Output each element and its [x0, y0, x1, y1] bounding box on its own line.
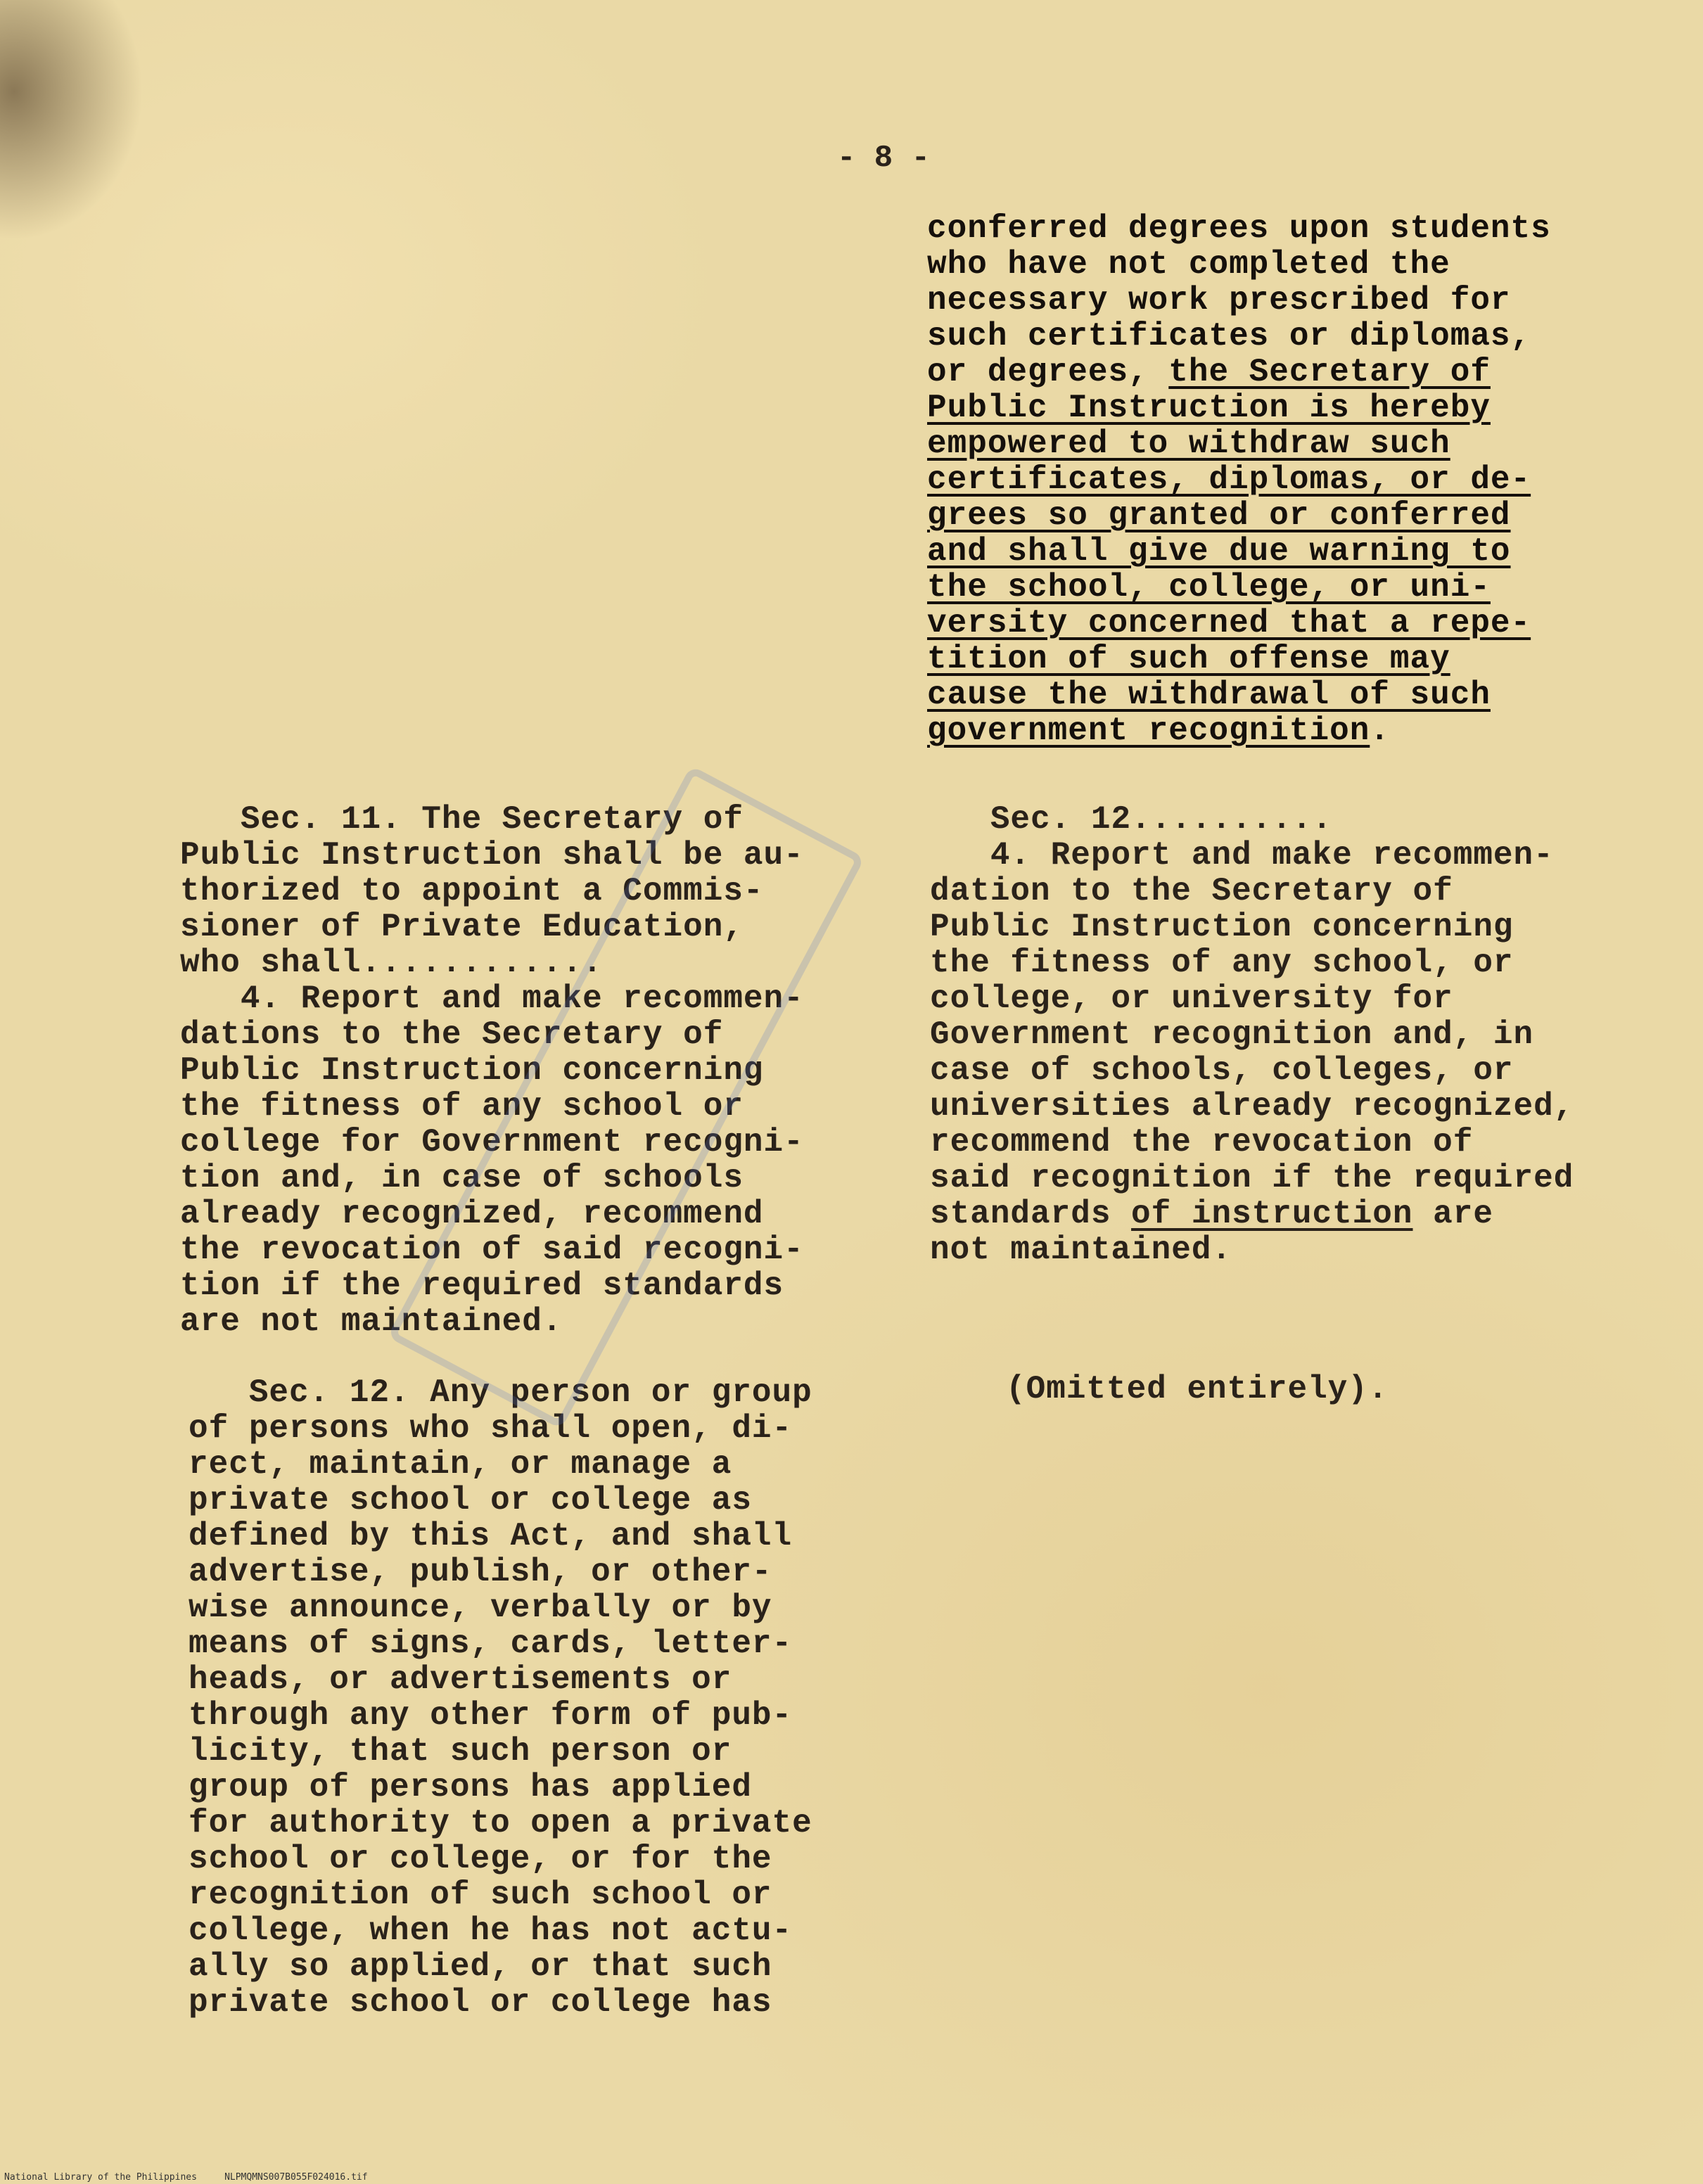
text-line — [189, 1483, 812, 1519]
underlined-text: Public Instruction is hereby — [927, 390, 1491, 426]
text-line — [927, 247, 1551, 283]
text-segment: case of schools, colleges, or — [930, 1052, 1514, 1089]
text-segment: such certificates or diplomas, — [927, 318, 1531, 355]
text-line — [930, 802, 1574, 838]
text-segment: rect, maintain, or manage a — [189, 1446, 732, 1483]
text-segment: private school or college has — [189, 1984, 772, 2021]
underlined-text: tition of such offense may — [927, 641, 1450, 677]
text-line — [927, 426, 1551, 462]
text-segment: college for Government recogni- — [180, 1124, 804, 1161]
right-column-top — [927, 211, 1551, 749]
text-line — [927, 713, 1551, 749]
text-line — [189, 1626, 812, 1662]
text-line — [189, 1662, 812, 1698]
text-line — [189, 1698, 812, 1734]
text-segment: school or college, or for the — [189, 1841, 772, 1877]
text-line — [189, 1519, 812, 1554]
underlined-text: certificates, diplomas, or de- — [927, 461, 1531, 498]
text-segment: who shall............ — [180, 945, 603, 981]
text-segment: are not maintained. — [180, 1303, 563, 1340]
text-line — [189, 1949, 812, 1985]
footer-caption: National Library of the Philippines NLPMQMNS007B055F024016.tif — [4, 2172, 368, 2183]
text-line — [930, 874, 1574, 909]
text-segment: Public Instruction shall be au- — [180, 837, 804, 874]
text-segment: private school or college as — [189, 1482, 752, 1519]
text-segment: . — [1370, 713, 1390, 749]
underlined-text: government recognition — [927, 713, 1370, 749]
text-line — [189, 1554, 812, 1590]
text-line — [927, 319, 1551, 355]
underlined-text: cause the withdrawal of such — [927, 677, 1491, 713]
text-line — [930, 1017, 1574, 1053]
text-line — [189, 1590, 812, 1626]
text-line — [927, 283, 1551, 319]
text-line — [189, 1447, 812, 1483]
text-segment: Public Instruction concerning — [180, 1052, 764, 1089]
underlined-text: the Secretary of — [1168, 354, 1491, 390]
text-line — [189, 1913, 812, 1949]
text-segment: recognition of such school or — [189, 1877, 772, 1913]
text-line — [930, 1053, 1574, 1089]
text-line — [930, 981, 1574, 1017]
text-segment: college, or university for — [930, 981, 1453, 1017]
text-line — [189, 1806, 812, 1841]
text-segment: Sec. 12.......... — [930, 801, 1333, 838]
text-segment: Government recognition and, in — [930, 1016, 1534, 1053]
underlined-text: the school, college, or uni- — [927, 569, 1491, 606]
text-line — [927, 641, 1551, 677]
text-line — [927, 606, 1551, 641]
text-segment: tion and, in case of schools — [180, 1160, 744, 1196]
text-line — [189, 1841, 812, 1877]
text-segment: Public Instruction concerning — [930, 909, 1514, 945]
text-segment: through any other form of pub- — [189, 1697, 793, 1734]
text-segment: the revocation of said recogni- — [180, 1232, 804, 1268]
text-line — [927, 534, 1551, 570]
text-segment: ally so applied, or that such — [189, 1948, 772, 1985]
text-segment: dation to the Secretary of — [930, 873, 1453, 909]
text-segment: dations to the Secretary of — [180, 1016, 724, 1053]
text-segment: standards — [930, 1196, 1132, 1232]
text-segment: advertise, publish, or other- — [189, 1554, 772, 1590]
text-line — [189, 1985, 812, 2021]
text-line — [927, 390, 1551, 426]
text-line — [930, 1196, 1574, 1232]
text-segment: for authority to open a private — [189, 1805, 812, 1841]
underlined-text: of instruction — [1131, 1196, 1413, 1232]
text-segment: of persons who shall open, di- — [189, 1410, 793, 1447]
text-segment: Sec. 11. The Secretary of — [180, 801, 744, 838]
underlined-text: empowered to withdraw such — [927, 426, 1450, 462]
text-line — [930, 1161, 1574, 1196]
text-line — [189, 1411, 812, 1447]
text-segment: not maintained. — [930, 1232, 1232, 1268]
text-segment: universities already recognized, — [930, 1088, 1574, 1125]
text-line — [930, 1232, 1574, 1268]
text-segment: Sec. 12. Any person or group — [189, 1374, 812, 1411]
underlined-text: versity concerned that a repe- — [927, 605, 1531, 641]
text-segment: recommend the revocation of — [930, 1124, 1474, 1161]
omitted-note: (Omitted entirely). — [1006, 1371, 1389, 1407]
text-segment: college, when he has not actu- — [189, 1912, 793, 1949]
text-line — [927, 570, 1551, 606]
text-segment: sioner of Private Education, — [180, 909, 744, 945]
text-segment: defined by this Act, and shall — [189, 1518, 793, 1554]
text-line — [930, 1089, 1574, 1125]
text-segment: licity, that such person or — [189, 1733, 732, 1770]
text-segment: necessary work prescribed for — [927, 282, 1511, 319]
text-line — [189, 1734, 812, 1770]
text-line — [927, 498, 1551, 534]
text-line — [189, 1770, 812, 1806]
text-segment: wise announce, verbally or by — [189, 1590, 772, 1626]
text-segment: group of persons has applied — [189, 1769, 752, 1806]
underlined-text: and shall give due warning to — [927, 533, 1511, 570]
text-segment: 4. Report and make recommen- — [930, 837, 1554, 874]
text-segment: said recognition if the required — [930, 1160, 1574, 1196]
underlined-text: grees so granted or conferred — [927, 497, 1511, 534]
text-line — [927, 355, 1551, 390]
right-column-sec12 — [930, 802, 1574, 1268]
text-segment: the fitness of any school or — [180, 1088, 744, 1125]
text-segment: conferred degrees upon students — [927, 210, 1551, 247]
text-line — [189, 1877, 812, 1913]
text-line — [930, 1125, 1574, 1161]
text-segment: or degrees, — [927, 354, 1169, 390]
text-segment: means of signs, cards, letter- — [189, 1626, 793, 1662]
text-line — [927, 677, 1551, 713]
text-segment: already recognized, recommend — [180, 1196, 764, 1232]
text-segment: thorized to appoint a Commis- — [180, 873, 764, 909]
text-line — [930, 838, 1574, 874]
text-line — [930, 945, 1574, 981]
left-column-sec12 — [189, 1375, 812, 2021]
text-segment: who have not completed the — [927, 246, 1450, 283]
text-line — [927, 462, 1551, 498]
text-segment: are — [1412, 1196, 1493, 1232]
text-segment: the fitness of any school, or — [930, 945, 1514, 981]
text-segment: heads, or advertisements or — [189, 1661, 732, 1698]
page-number: - 8 - — [837, 141, 931, 176]
text-segment: 4. Report and make recommen- — [180, 981, 804, 1017]
text-line — [927, 211, 1551, 247]
text-line — [930, 909, 1574, 945]
text-segment: tion if the required standards — [180, 1267, 784, 1304]
